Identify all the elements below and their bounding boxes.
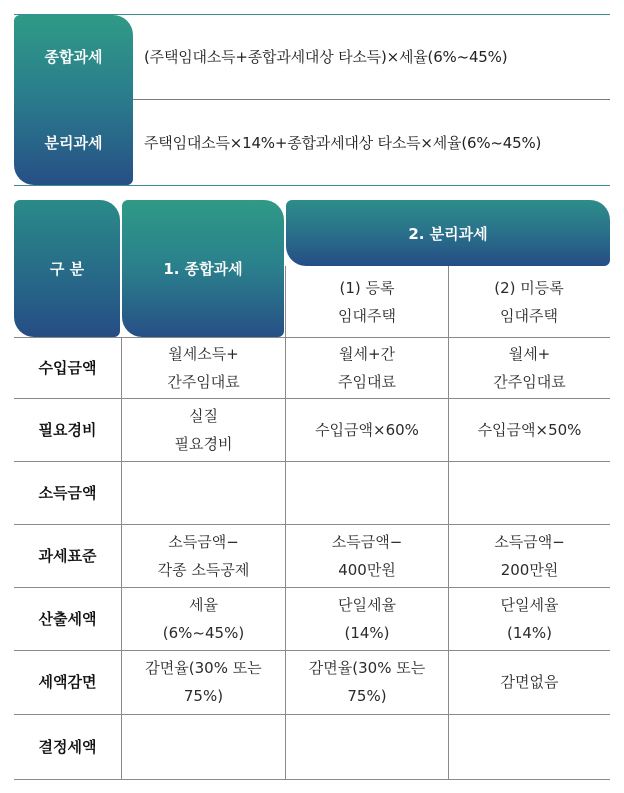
formula-jonghap: (주택임대소득+종합과세대상 타소득)×세율(6%~45%) (144, 48, 508, 66)
cell-text: 소득금액− 400만원 (331, 532, 403, 579)
cell-tax-base-unregistered (449, 524, 610, 587)
cell-text: 감면율(30% 또는 75%) (308, 659, 426, 705)
cell-tax-base-jonghap (122, 524, 285, 587)
cell-tax-reduction-registered (286, 650, 448, 714)
cell-text: 월세+ 간주임대료 (493, 344, 566, 391)
header-jonghap-label: 1. 종합과세 (163, 260, 243, 278)
cell-text: 세율 (6%~45%) (162, 595, 245, 642)
header-bunri-label: 2. 분리과세 (408, 224, 488, 243)
cell-final-tax-jonghap (122, 714, 285, 779)
cell-income-unregistered (449, 337, 610, 398)
formula-bunri: 주택임대소득×14%+종합과세대상 타소득×세율(6%~45%) (144, 134, 542, 152)
tax-formula-box (14, 14, 610, 186)
header-gubun (14, 200, 120, 337)
row-label-tax-reduction: 세액감면 (38, 673, 97, 691)
row-label-calculated-tax: 산출세액 (38, 609, 97, 628)
cell-final-tax-unregistered (449, 714, 610, 779)
header-registered (286, 266, 448, 337)
cell-text: 수입금액×50% (477, 420, 582, 439)
cell-text: 소득금액− 200만원 (494, 532, 565, 579)
formula-label-bunri: 분리과세 (44, 134, 103, 152)
header-jonghap (122, 200, 284, 337)
cell-expenses-registered (286, 398, 448, 461)
cell-net-income-registered (286, 461, 448, 524)
cell-text: 월세+간 주임대료 (338, 344, 396, 391)
row-label-tax-base: 과세표준 (38, 546, 97, 565)
header-registered-label: (1) 등록 임대주택 (338, 278, 396, 325)
cell-income-jonghap (122, 337, 285, 398)
formula-label-column (14, 15, 133, 185)
cell-text: 단일세율 (14%) (338, 595, 396, 642)
header-bunri (286, 200, 610, 266)
cell-net-income-jonghap (122, 461, 285, 524)
cell-expenses-jonghap (122, 398, 285, 461)
cell-text: 실질 필요경비 (174, 406, 233, 453)
row-label-expenses: 필요경비 (38, 420, 97, 439)
cell-net-income-unregistered (449, 461, 610, 524)
header-unregistered (448, 266, 610, 337)
cell-calculated-tax-unregistered (449, 587, 610, 650)
cell-text: 수입금액×60% (315, 420, 419, 439)
cell-text: 월세소득+ 간주임대료 (167, 344, 240, 391)
cell-final-tax-registered (286, 714, 448, 779)
cell-text: 소득금액− 각종 소득공제 (157, 532, 250, 579)
cell-text: 단일세율 (14%) (500, 595, 559, 642)
row-label-net-income: 소득금액 (38, 483, 97, 502)
formula-label-jonghap: 종합과세 (44, 48, 103, 66)
cell-tax-reduction-jonghap (122, 650, 285, 714)
table-bottom-rule (14, 779, 610, 780)
row-label-final-tax: 결정세액 (38, 737, 97, 756)
cell-text: 감면율(30% 또는 75%) (145, 659, 262, 705)
row-label-income: 수입금액 (38, 358, 97, 377)
cell-income-registered (286, 337, 448, 398)
cell-calculated-tax-registered (286, 587, 448, 650)
header-unregistered-label: (2) 미등록 임대주택 (494, 278, 564, 325)
header-gubun-label: 구 분 (49, 260, 85, 278)
cell-calculated-tax-jonghap (122, 587, 285, 650)
tax-comparison-table (14, 200, 610, 780)
cell-tax-reduction-unregistered (449, 650, 610, 714)
cell-tax-base-registered (286, 524, 448, 587)
cell-expenses-unregistered (449, 398, 610, 461)
cell-text: 감면없음 (500, 673, 559, 691)
